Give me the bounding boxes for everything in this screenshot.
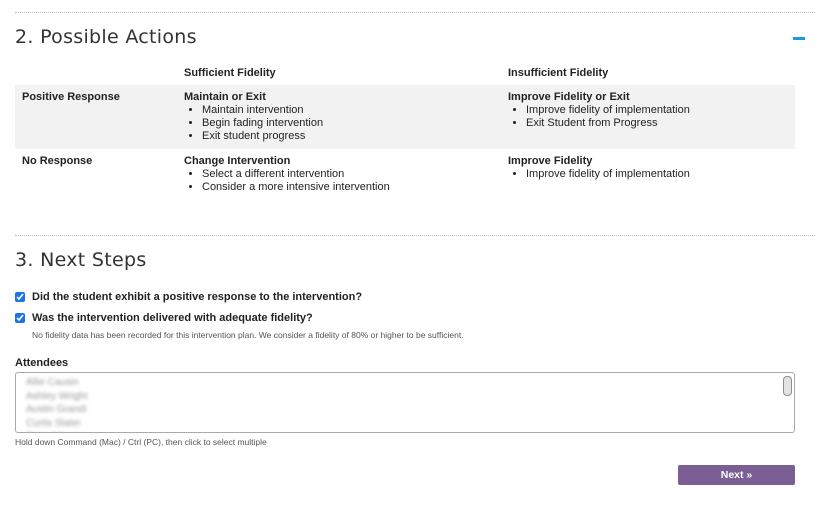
sufficient-cell [177,149,501,203]
cell-heading: Improve Fidelity [508,155,593,167]
action-list [508,168,788,181]
insufficient-cell [501,149,795,203]
list-item: • Improve fidelity of implementation [526,168,788,181]
list-item: • Select a different intervention [202,168,494,181]
possible-actions-title: 2. Possible Actions [15,26,197,48]
list-item: • Exit student progress [202,130,494,143]
positive-response-question[interactable] [15,291,362,303]
adequate-fidelity-label: Was the intervention delivered with adequate fidelity? [32,312,313,324]
action-list [184,104,494,143]
positive-response-label: Did the student exhibit a positive response to the intervention? [32,291,363,303]
list-item: • Exit Student from Progress [526,117,788,130]
positive-response-checkbox[interactable] [15,292,25,302]
column-header-insufficient: Insufficient Fidelity [508,67,609,79]
cell-heading: Improve Fidelity or Exit [508,91,630,103]
action-list [184,168,494,194]
cell-heading: Change Intervention [184,155,291,167]
attendee-option[interactable]: Ashley Wright [26,390,88,402]
attendee-option[interactable]: Allie Causin [26,377,79,388]
cell-heading: Maintain or Exit [184,91,266,103]
list-item: • Consider a more intensive intervention [202,181,494,194]
action-list [508,104,788,130]
attendee-option[interactable] [16,430,794,433]
section-divider-top [15,12,815,13]
minus-icon[interactable] [793,37,805,40]
attendees-multiselect[interactable] [15,372,795,433]
section-divider [15,235,815,236]
fidelity-note: No fidelity data has been recorded for this intervention plan. We consider a fidelity of 80% or higher to be sufficient. [32,330,464,340]
row-label: No Response [22,155,93,167]
attendee-option[interactable]: Curtis Slater [26,417,82,429]
list-item: • Maintain intervention [202,104,494,117]
insufficient-cell [501,85,795,149]
next-button[interactable]: Next » [678,465,795,485]
list-item: • Improve fidelity of implementation [526,104,788,117]
adequate-fidelity-question[interactable] [15,312,313,324]
attendee-option[interactable]: Austin Grandi [26,404,87,415]
table-header-row [15,63,795,85]
next-steps-title: 3. Next Steps [15,249,147,271]
attendees-scrollbar[interactable] [783,376,792,396]
column-header-empty [15,63,177,85]
column-header-sufficient: Sufficient Fidelity [184,67,276,79]
possible-actions-table [15,63,795,203]
row-label: Positive Response [15,85,177,149]
table-row [15,85,795,149]
adequate-fidelity-checkbox[interactable] [15,313,25,323]
multiselect-hint: Hold down Command (Mac) / Ctrl (PC), then click to select multiple [15,437,267,447]
list-item: • Begin fading intervention [202,117,494,130]
table-row [15,149,795,203]
attendees-label: Attendees [15,357,69,369]
sufficient-cell [177,85,501,149]
